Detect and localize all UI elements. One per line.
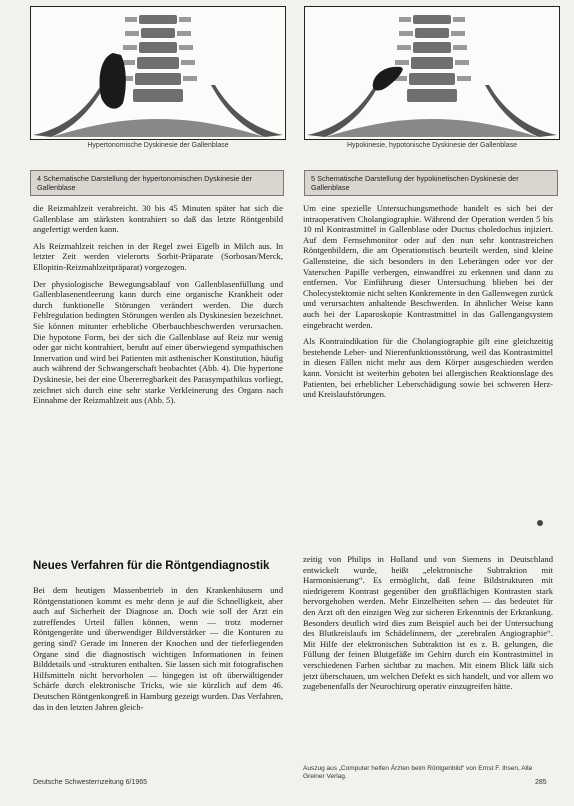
paragraph: Der physiologische Bewegungsablauf von Gallenblasenfüllung und Gallenblasenentleerung kann durch eine organische Krankheit oder durch funktionelle Störungen verändert werden. Die durch Fehlregulation bedingten Störungen werden als Dyskinesien bezeichnet. Sie können mitunter erhebliche Oberbauchbeschwerden verursachen. Die hypotone Form, bei der sich die Gallenblase auf Reiz nur wenig oder gar nicht kontrahiert, beruht auf einer überwiegend sympathischen Innervation und wird bei Patienten mit asthenischer Konstitution, häufig auch während der Schwangerschaft beobachtet (Abb. 4). Die hypertone Dyskinesie, bei der eine Übererregbarkeit des Parasympathikus vorliegt, zeichnet sich durch eine sehr starke Verkleinerung des Organs nach Einnahme der Reizmahlzeit aus (Abb. 5). [33, 278, 283, 406]
paragraph: Als Reizmahlzeit reichen in der Regel zwei Eigelb in Milch aus. In letzter Zeit werden vielerorts Sorbit-Präparate (Sorbosan/Merck, Ellopitin-Reizmahlzeitpräparat) vorgezogen. [33, 240, 283, 272]
article-bottom-right-column [303, 554, 553, 698]
page-number: 285 [535, 779, 547, 786]
source-footnote: Auszug aus „Computer helfen Ärzten beim Röntgenbild“ von Ernst F. Ihsen, Alte Greiner Verlag. [303, 765, 533, 780]
figure-right-title: Hypokinesie, hypotonische Dyskinesie der Gallenblase [346, 142, 518, 149]
paragraph: Bei dem heutigen Massenbetrieb in den Krankenhäusern und Röntgenstationen kommt es mehr denn je auf die Schnelligkeit, aber auch auf Sicherheit der Diagnose an. Doch wie soll der Arzt ein zutreffendes Urteil fällen können, wenn — trotz moderner Röntgengeräte und überwendiger Bildverstärker — die Konturen zu gering sind? Gerade im Inneren der Knochen und der tieferliegenden Organe sind die diagnostisch wichtigen Informationen in feinen Bilddetails und -strukturen enthalten. Sie lassen sich mit fotografischen Hilfsmitteln nicht hervorholen — hingegen ist oft überwältigender Schärfe durch elektronische Tricks, wie sie kürzlich auf dem 46. Deutschen Röntgenkongreß in Hamburg gezeigt wurden. Das Verfahren, das in den letzten Jahren gleich- [33, 585, 283, 712]
paragraph: Als Kontraindikation für die Cholangiographie gilt eine gleichzeitig bestehende Leber- und Nierenfunktionsstörung, weil das Kontrastmittel in diesen Fällen nicht mehr aus dem Körper ausgeschieden werden kann. Vorsicht ist weiterhin geboten bei allergischen Reaktionslage des Patienten, bei erheblicher Leberschädigung sowie bei schweren Herz- und Kreislaufstörungen. [303, 336, 553, 400]
figure-left [30, 6, 286, 149]
paragraph: zeitig von Philips in Holland und von Siemens in Deutschland entwickelt wurde, heißt „elektronische Subtraktion mit Harmonisierung“. Es ermöglicht, daß feine Bildstrukturen mit niedrigerem Kontrast gegenüber den großflächigen Kontrasten stark hervorgehoben werden. Mehr Einzelheiten sehen — das bedeutet für den Arzt oft den einzigen Weg zur sicheren Erkenntnis der Erkrankung. Besonders deutlich wird dies zum Beispiel auch bei der Untersuchung des Blutkreislaufs im Schädelinnern, der „zerebralen Angiographie“. Mit Hilfe der elektronischen Subtraktion ist es z. B. gelungen, die Füllung der feinen Blutgefäße im Gehirn durch ein Kontrastmittel in verschiedenen Farben sichtbar zu machen. Mit einem Blick läßt sich jetzt überschauen, um welchen Defekt es sich handelt, und vor allem wo zugebenenfalls der Neurochirurg operativ einzugreifen hätte. [303, 554, 553, 692]
article-top-right-column [303, 203, 553, 406]
figure-right [304, 6, 560, 149]
paragraph: die Reizmahlzeit verabreicht. 30 bis 45 Minuten später hat sich die Gallenblase am stärksten kontrahiert so daß das letzte Röntgenbild angefertigt werden kann. [33, 203, 283, 235]
journal-footer: Deutsche Schwesternzeitung 6/1965 [33, 779, 148, 786]
figure-left-title: Hypertonomische Dyskinesie der Gallenblase [87, 142, 229, 149]
margin-mark [537, 520, 543, 526]
article-heading: Neues Verfahren für die Röntgendiagnostik [33, 560, 270, 572]
article-top-left-column [33, 203, 283, 412]
spine-schematic-left [31, 7, 285, 139]
article-bottom-left-column [33, 585, 283, 718]
gallbladder-shadow [100, 53, 126, 109]
figure-left-caption: 4 Schematische Darstellung der hypertonomischen Dyskinesie der Gallenblase [30, 170, 284, 196]
figure-right-caption: 5 Schematische Darstellung der hypokinetischen Dyskinesie der Gallenblase [304, 170, 558, 196]
paragraph: Um eine spezielle Untersuchungsmethode handelt es sich bei der intraoperativen Cholangiographie. Während der Operation werden 5 bis 10 ml Kontrastmittel in Gallenblase oder Ductus choledochus injiziert. Auf dem Fernsehmonitor oder auf den nun sehr kontrastreichen Röntgenbildern, die am Operationstisch beurteilt werden, sind kleine Gallensteine, die sich besonders in den Leberängen oder vor der Vaterschen Papille verbergen, einwandfrei zu erkennen und dann zu entfernen. Vor Einführung dieser Untersuchung blieben bei der Cholecystektomie nicht selten Konkremente in den Gallenwegen zurück und verursachten anhaltende Beschwerden. In ähnlicher Weise kann auch bei der Laparoskopie Kontrastmittel in das Gallengangsystem eingebracht werden. [303, 203, 553, 330]
spine-schematic-right [305, 7, 559, 139]
